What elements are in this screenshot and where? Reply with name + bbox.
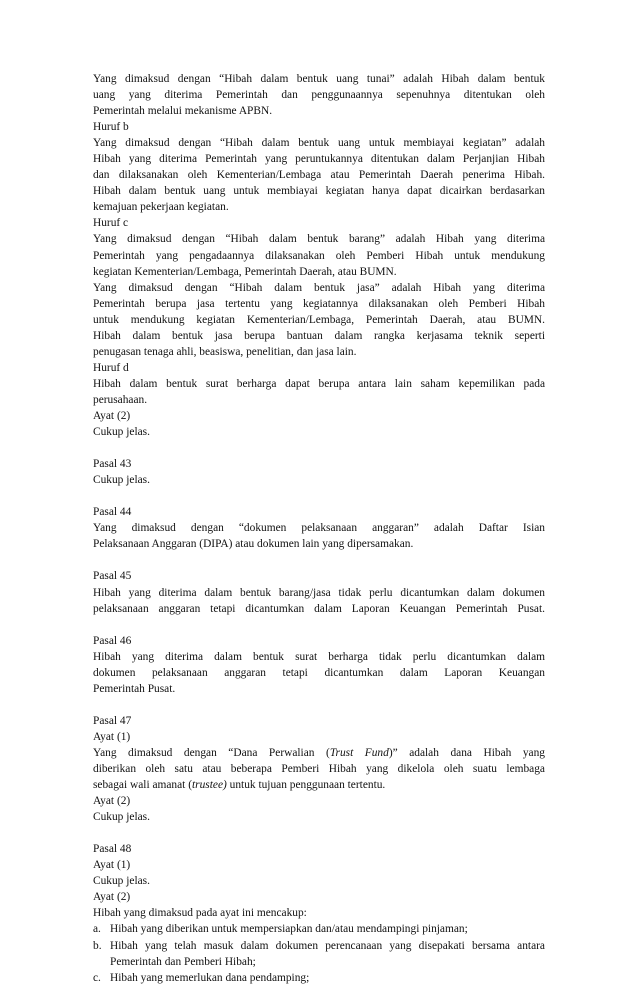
paragraph-line: Pemerintah yang pengadaannya dilaksanakan oleh Pemberi Hibah untuk mendukung	[93, 249, 545, 262]
section-heading: Huruf b	[93, 121, 129, 134]
paragraph-line: Cukup jelas.	[93, 474, 150, 487]
list-item	[93, 970, 545, 986]
list-item-text: Hibah yang memerlukan dana pendamping;	[110, 971, 310, 984]
paragraph-line: penugasan tenaga ahli, beasiswa, penelitian, dan jasa lain.	[93, 345, 357, 358]
subsection-heading: Ayat (2)	[93, 891, 131, 904]
section-heading: Pasal 44	[93, 506, 132, 519]
list-item	[93, 921, 545, 937]
paragraph-line: kegiatan Kementerian/Lembaga, Pemerintah Daerah, atau BUMN.	[93, 265, 397, 278]
list-item-text: Pemerintah dan Pemberi Hibah;	[110, 955, 256, 968]
subsection-heading: Ayat (2)	[93, 795, 131, 808]
list-item	[93, 938, 545, 970]
paragraph-line: perusahaan.	[93, 393, 148, 406]
section-heading: Pasal 45	[93, 570, 132, 583]
spacer	[93, 488, 545, 504]
paragraph-line: pelaksanaan anggaran tetapi dicantumkan dalam Laporan Keuangan Pemerintah Pusat.	[93, 602, 545, 615]
paragraph-line: Pemerintah berupa jasa tertentu yang kegiatannya dilaksanakan oleh Pemberi Hibah	[93, 297, 545, 310]
section-heading: Pasal 43	[93, 458, 132, 471]
paragraph-line: Yang dimaksud dengan “Dana Perwalian (Trust Fund)” adalah dana Hibah yang	[93, 746, 545, 759]
section-heading: Huruf c	[93, 217, 129, 230]
spacer	[93, 440, 545, 456]
section-heading: Ayat (2)	[93, 409, 131, 422]
section-heading: Pasal 48	[93, 843, 132, 856]
paragraph-line: Yang dimaksud dengan “Hibah dalam bentuk barang” adalah Hibah yang diterima	[93, 233, 545, 246]
item-list	[93, 921, 545, 985]
paragraph-line: kemajuan pekerjaan kegiatan.	[93, 201, 229, 214]
paragraph-line: diberikan oleh satu atau beberapa Pemberi Hibah yang dikelola oleh suatu lembaga	[93, 763, 545, 776]
paragraph-line: Hibah yang diterima dalam bentuk barang/jasa tidak perlu dicantumkan dalam dokumen	[93, 586, 545, 599]
paragraph-line: Hibah yang dimaksud pada ayat ini mencakup:	[93, 907, 307, 920]
paragraph-line: uang yang diterima Pemerintah dan penggunaannya sepenuhnya ditentukan oleh	[93, 89, 545, 102]
list-marker: a.	[93, 923, 101, 936]
paragraph-line: Cukup jelas.	[93, 426, 150, 439]
paragraph-line: Hibah dalam bentuk jasa berupa bantuan dalam rangka kerjasama teknik seperti	[93, 329, 545, 342]
paragraph-line: Yang dimaksud dengan “Hibah dalam bentuk uang tunai” adalah Hibah dalam bentuk	[93, 73, 545, 85]
paragraph-line: Pelaksanaan Anggaran (DIPA) atau dokumen lain yang dipersamakan.	[93, 538, 414, 551]
paragraph-line: Hibah dalam bentuk surat berharga dapat berupa antara lain saham kepemilikan pada	[93, 377, 545, 390]
paragraph-line: Yang dimaksud dengan “Hibah dalam bentuk uang untuk membiayai kegiatan” adalah	[93, 137, 545, 150]
subsection-heading: Ayat (1)	[93, 859, 131, 872]
list-item-text: Hibah yang telah masuk dalam dokumen perencanaan yang disepakati bersama antara	[110, 939, 545, 952]
paragraph-line: Pemerintah melalui mekanisme APBN.	[93, 105, 273, 118]
paragraph-line: sebagai wali amanat (trustee) untuk tujuan penggunaan tertentu.	[93, 779, 386, 792]
paragraph-line: untuk mendukung kegiatan Kementerian/Lembaga, Pemerintah Daerah, atau BUMN.	[93, 313, 545, 326]
section-heading: Pasal 47	[93, 714, 132, 727]
paragraph-line: Cukup jelas.	[93, 875, 150, 888]
section-heading: Ayat (1)	[93, 730, 131, 743]
spacer	[93, 697, 545, 713]
paragraph-line: Yang dimaksud dengan “Hibah dalam bentuk jasa” adalah Hibah yang diterima	[93, 281, 545, 294]
paragraph-line: Pemerintah Pusat.	[93, 682, 176, 695]
section-heading: Pasal 46	[93, 634, 132, 647]
spacer	[93, 825, 545, 841]
document-body	[93, 71, 545, 745]
pasal-47-definition	[93, 745, 545, 841]
spacer	[93, 552, 545, 568]
paragraph-line: Hibah dalam bentuk uang untuk membiayai kegiatan hanya dapat dicairkan berdasarkan	[93, 185, 545, 198]
paragraph-line: Hibah yang diterima dalam bentuk surat berharga tidak perlu dicantumkan dalam	[93, 650, 545, 663]
paragraph-line: dan dilaksanakan oleh Kementerian/Lembaga atau Pemerintah Daerah penerima Hibah.	[93, 169, 545, 182]
section-heading: Huruf d	[93, 361, 129, 374]
paragraph-line: Yang dimaksud dengan “dokumen pelaksanaan anggaran” adalah Daftar Isian	[93, 522, 545, 535]
spacer	[93, 617, 545, 633]
list-item-text: Hibah yang diberikan untuk mempersiapkan dan/atau mendampingi pinjaman;	[110, 923, 468, 936]
paragraph-line: Hibah yang diterima Pemerintah yang peruntukannya ditentukan dalam Perjanjian Hibah	[93, 153, 545, 166]
paragraph-line: dokumen pelaksanaan anggaran tetapi dicantumkan dalam Laporan Keuangan	[93, 666, 545, 679]
document-page	[93, 71, 545, 986]
paragraph-line: Cukup jelas.	[93, 811, 150, 824]
pasal-48	[93, 841, 545, 985]
list-marker: c.	[93, 971, 101, 984]
list-marker: b.	[93, 939, 102, 952]
